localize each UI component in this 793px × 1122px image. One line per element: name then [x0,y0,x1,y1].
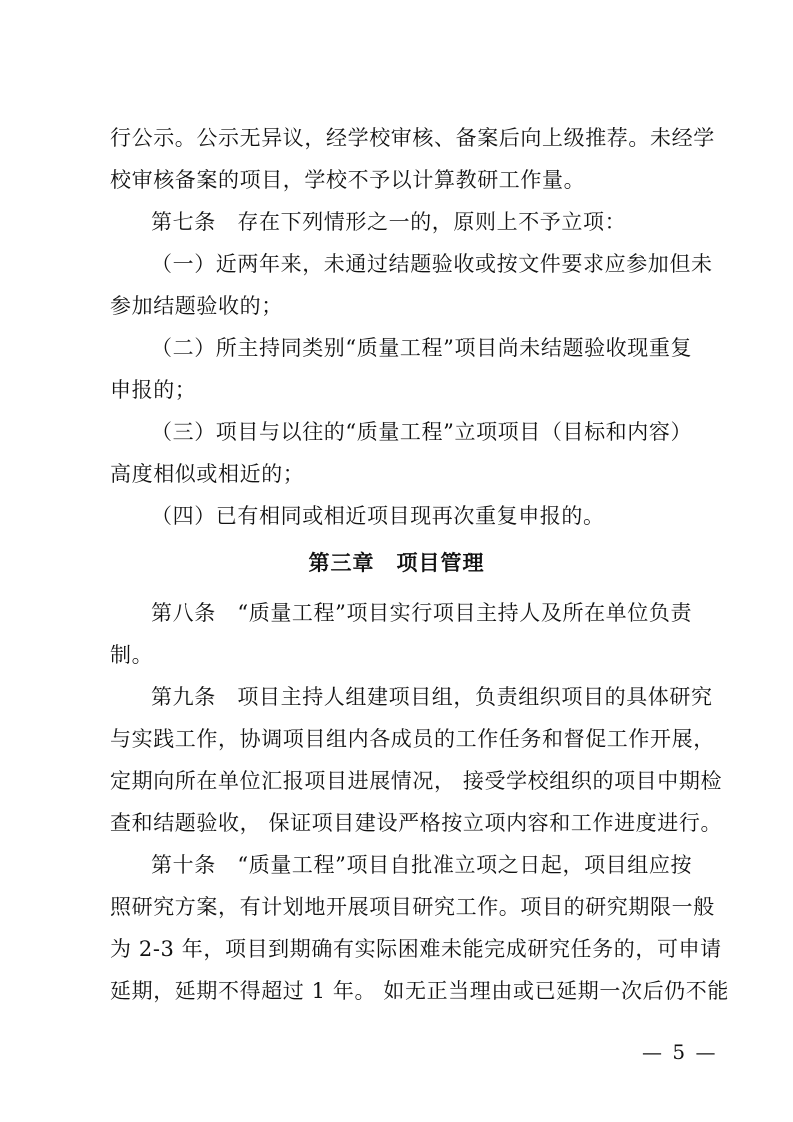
paragraph-line: 行公示。公示无异议，经学校审核、备案后向上级推荐。未经学 [110,126,715,150]
list-item-4-line: （四）已有相同或相近项目现再次重复申报的。 [151,504,605,528]
article-9-line: 与实践工作，协调项目组内各成员的工作任务和督促工作开展， [110,727,715,751]
list-item-2-line: （二）所主持同类别“质量工程”项目尚未结题验收现重复 [151,336,693,360]
chapter-heading: 第三章 项目管理 [308,551,485,575]
article-9-line: 定期向所在单位汇报项目进展情况， 接受学校组织的项目中期检 [110,769,723,793]
article-8-line: 制。 [110,643,154,667]
list-item-2-line: 申报的； [110,378,197,402]
list-item-1-line: 参加结题验收的； [110,294,283,318]
list-item-3-line: 高度相似或相近的； [110,462,305,486]
article-10-line: 照研究方案，有计划地开展项目研究工作。项目的研究期限一般 [110,895,715,919]
list-item-3-line: （三）项目与以往的“质量工程”立项项目（目标和内容） [151,420,693,444]
article-10-line: 第十条 “质量工程”项目自批准立项之日起，项目组应按 [151,853,693,877]
article-9-line: 第九条 项目主持人组建项目组，负责组织项目的具体研究 [151,685,713,709]
article-9-line: 查和结题验收， 保证项目建设严格按立项内容和工作进度进行。 [110,811,723,835]
list-item-1-line: （一）近两年来，未通过结题验收或按文件要求应参加但未 [151,252,713,276]
page-number: — 5 — [642,1040,718,1064]
paragraph-line: 校审核备案的项目，学校不予以计算教研工作量。 [110,168,586,192]
article-7-line: 第七条 存在下列情形之一的，原则上不予立项： [151,210,627,234]
article-10-line: 为 2-3 年，项目到期确有实际困难未能完成研究任务的，可申请 [110,937,722,961]
article-8-line: 第八条 “质量工程”项目实行项目主持人及所在单位负责 [151,601,693,625]
article-10-line: 延期，延期不得超过 1 年。 如无正当理由或已延期一次后仍不能 [110,979,729,1003]
